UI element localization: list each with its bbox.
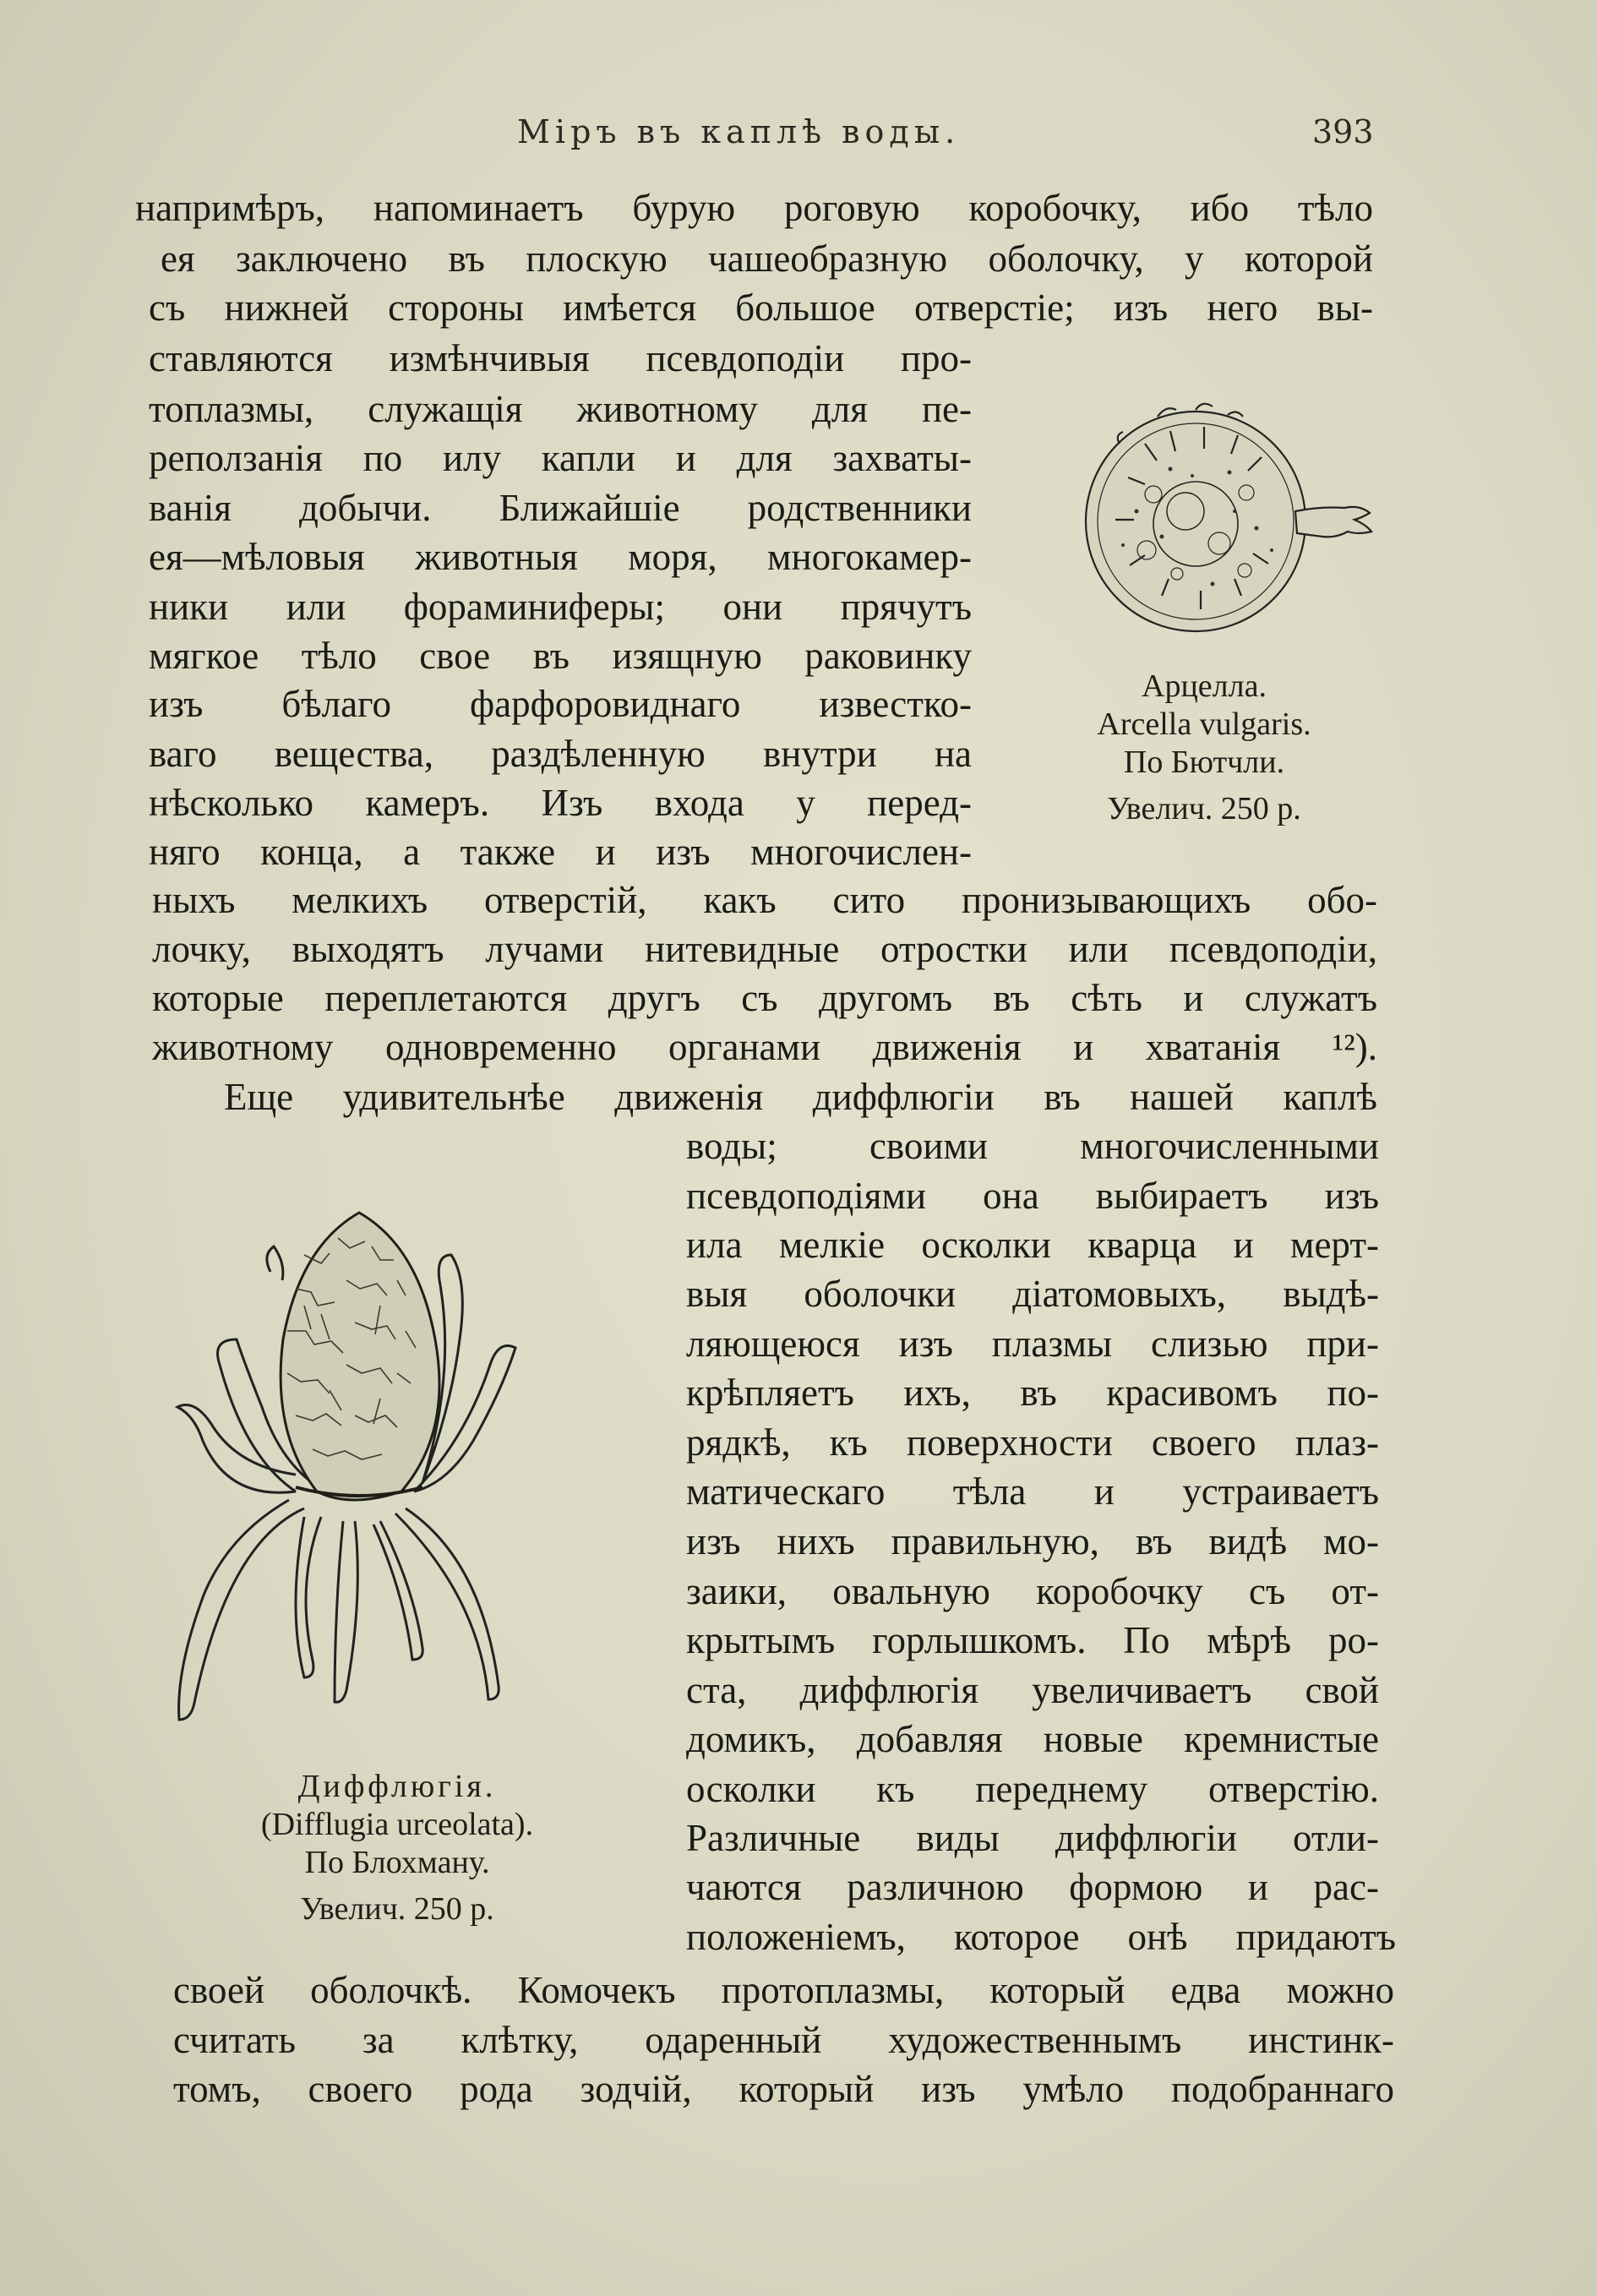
text-line: выя оболочки діатомовыхъ, выдѣ- <box>686 1273 1379 1315</box>
running-title: Міръ въ каплѣ воды. <box>517 113 961 150</box>
text-line: псевдоподіями она выбираетъ изъ <box>686 1175 1379 1217</box>
text-line: положеніемъ, которое онѣ придаютъ <box>686 1916 1396 1958</box>
caption-line: По Бютчли. <box>1123 744 1285 780</box>
text-line: изъ бѣлаго фарфоровиднаго известко- <box>149 683 972 725</box>
text-line: ставляются измѣнчивыя псевдоподіи про- <box>149 337 972 379</box>
text-line: воды; своими многочисленными <box>686 1125 1379 1167</box>
text-line: своей оболочкѣ. Комочекъ протоплазмы, который едва можно <box>173 1969 1394 2011</box>
text-line: реползанія по илу капли и для захваты- <box>149 437 972 479</box>
text-line: рядкѣ, къ поверхности своего плаз- <box>686 1421 1379 1464</box>
text-line: напримѣръ, напоминаетъ бурую роговую коробочку, ибо тѣло <box>135 187 1373 229</box>
text-line: ила мелкіе осколки кварца и мерт- <box>686 1224 1379 1266</box>
text-line: ста, диффлюгія увеличиваетъ свой <box>686 1669 1379 1711</box>
text-line: животному одновременно органами движенія и хватанія ¹²). <box>152 1026 1377 1068</box>
arcella-caption <box>1018 668 1390 828</box>
caption-line: Увелич. 250 р. <box>300 1891 494 1927</box>
caption-line: По Блохману. <box>304 1845 490 1880</box>
caption-line: Диффлюгія. <box>297 1769 497 1804</box>
text-line: ванія добычи. Ближайшіе родственники <box>149 487 972 529</box>
text-line: которые переплетаются другъ съ другомъ въ сѣть и служатъ <box>152 977 1377 1019</box>
caption-line: Арцелла. <box>1142 668 1267 704</box>
text-line: Еще удивительнѣе движенія диффлюгіи въ нашей каплѣ <box>224 1076 1377 1118</box>
arcella-illustration <box>1035 384 1373 663</box>
text-line: изъ нихъ правильную, въ видѣ мо- <box>686 1520 1379 1562</box>
text-line: ея—мѣловыя животныя моря, многокамер- <box>149 536 972 578</box>
text-line: ныхъ мелкихъ отверстій, какъ сито пронизывающихъ обо- <box>152 879 1377 921</box>
text-line: няго конца, а также и изъ многочислен- <box>149 831 972 873</box>
text-line: ляющеюся изъ плазмы слизью при- <box>686 1323 1379 1365</box>
text-line: матическаго тѣла и устраиваетъ <box>686 1470 1379 1513</box>
text-line: осколки къ переднему отверстію. <box>686 1768 1379 1810</box>
text-line: крѣпляетъ ихъ, въ красивомъ по- <box>686 1372 1379 1414</box>
text-line: ея заключено въ плоскую чашеобразную оболочку, у которой <box>161 237 1373 280</box>
caption-line: Arcella vulgaris. <box>1097 706 1311 742</box>
text-line: чаются различною формою и рас- <box>686 1866 1379 1908</box>
text-line: лочку, выходятъ лучами нитевидные отростки или псевдоподіи, <box>152 928 1377 970</box>
text-line: мягкое тѣло свое въ изящную раковинку <box>149 635 972 677</box>
text-line: ваго вещества, раздѣленную внутри на <box>149 733 972 775</box>
text-line: съ нижней стороны имѣется большое отверстіе; изъ него вы- <box>149 286 1373 329</box>
page-number: 393 <box>1312 113 1374 150</box>
text-line: Различные виды диффлюгіи отли- <box>686 1817 1379 1859</box>
text-line: считать за клѣтку, одаренный художественнымъ инстинк- <box>173 2019 1394 2061</box>
running-head <box>0 108 1597 159</box>
text-line: заики, овальную коробочку съ от- <box>686 1570 1379 1612</box>
difflugia-caption <box>194 1768 600 1928</box>
text-line: крытымъ горлышкомъ. По мѣрѣ ро- <box>686 1619 1379 1661</box>
text-line: нѣсколько камеръ. Изъ входа у перед- <box>149 782 972 824</box>
text-line: ники или фораминиферы; они прячутъ <box>149 586 972 628</box>
caption-line: (Difflugia urceolata). <box>260 1807 534 1842</box>
text-line: домикъ, добавляя новые кремнистые <box>686 1718 1379 1760</box>
difflugia-illustration <box>169 1187 617 1762</box>
text-line: томъ, своего рода зодчій, который изъ умѣло подобраннаго <box>173 2068 1394 2110</box>
caption-line: Увелич. 250 р. <box>1107 791 1301 826</box>
text-line: топлазмы, служащія животному для пе- <box>149 388 972 430</box>
